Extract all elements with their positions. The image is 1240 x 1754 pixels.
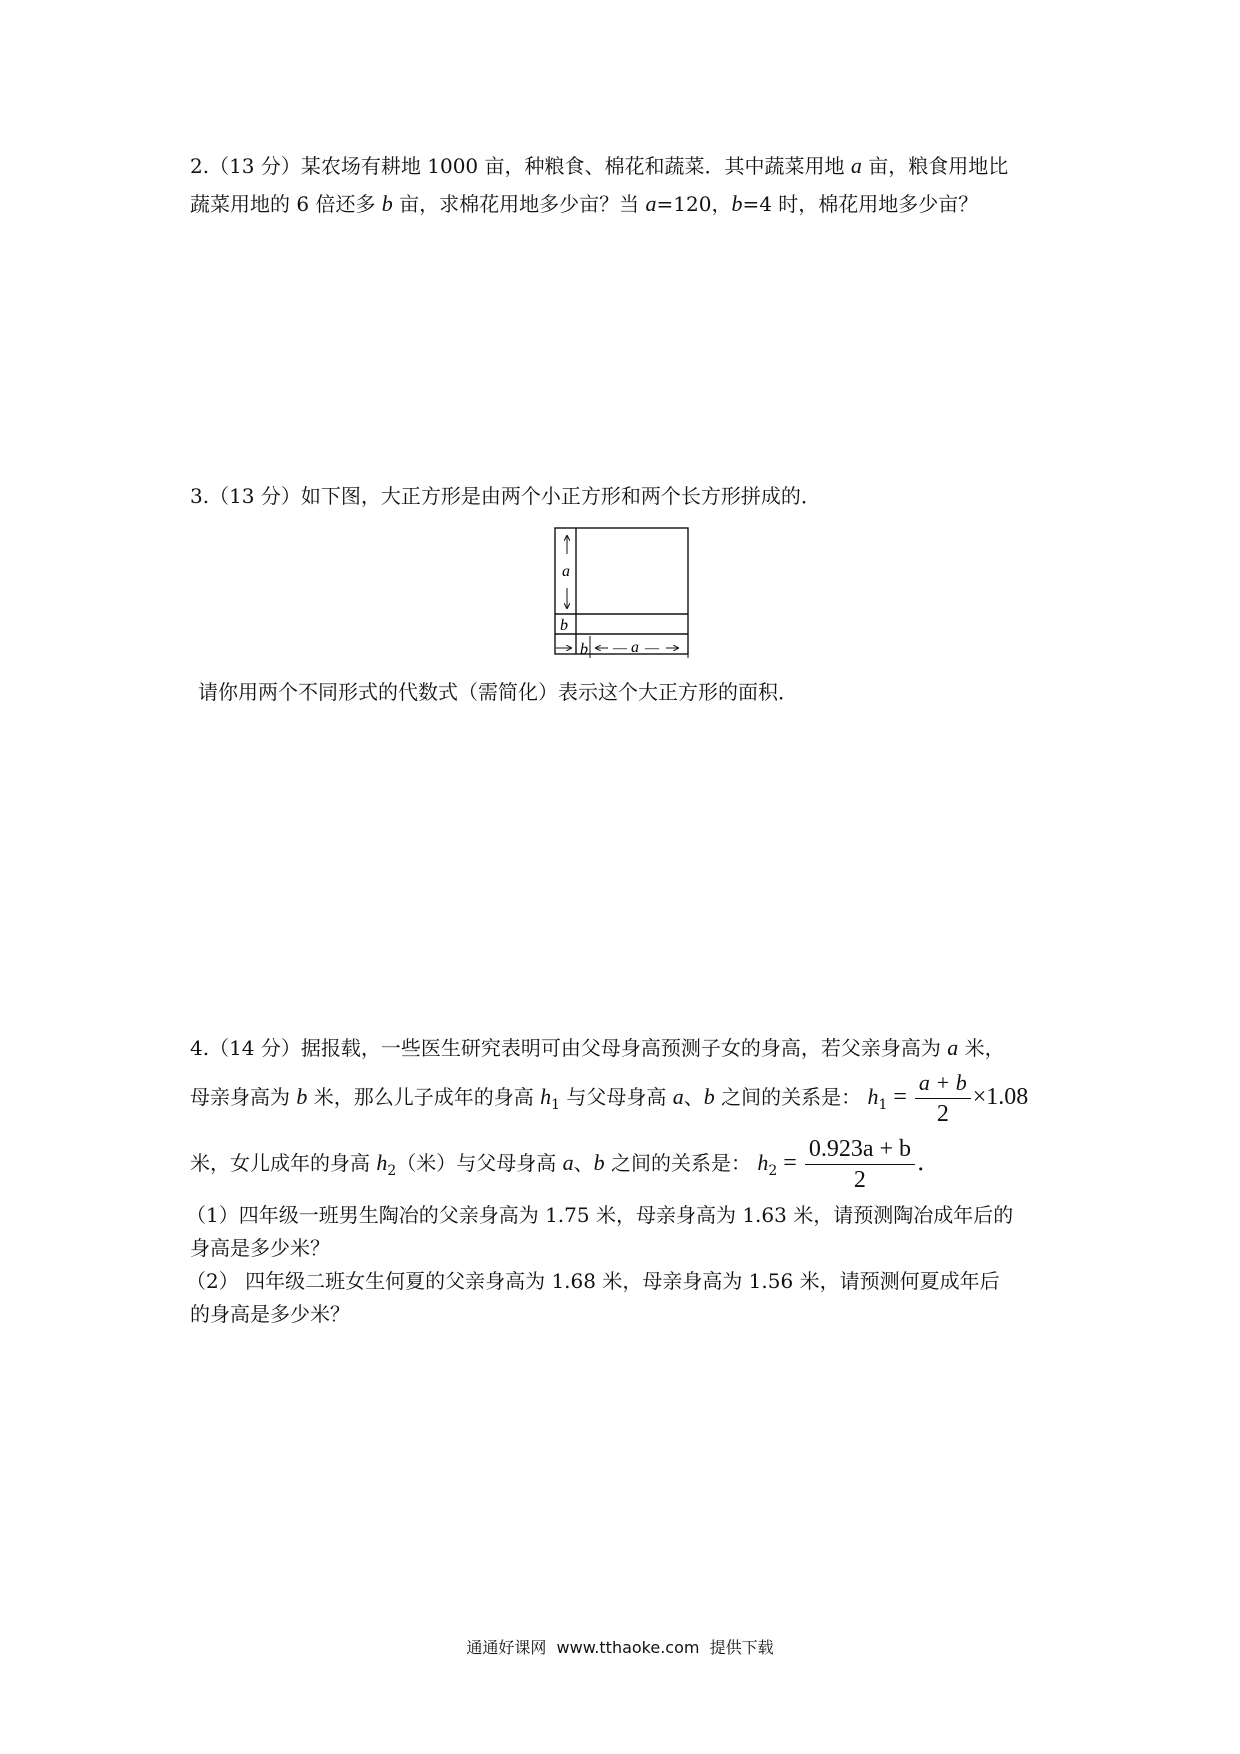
q2-line1: 2.（13 分）某农场有耕地 1000 亩，种粮食、棉花和蔬菜．其中蔬菜用地 a 亩，粮食用地比	[190, 153, 1009, 178]
q4-sub2-line2: 的身高是多少米？	[190, 1302, 350, 1326]
q2-line2: 蔬菜用地的 6 倍还多 b 亩，求棉花用地多少亩？当 a=120，b=4 时，棉花用地多少亩？	[190, 191, 979, 216]
big-square	[555, 528, 688, 654]
q4-sub1-line2: 身高是多少米？	[190, 1236, 330, 1260]
q3-line1: 3.（13 分）如下图，大正方形是由两个小正方形和两个长方形拼成的．	[190, 484, 821, 508]
label-a-bottom: a	[631, 639, 639, 656]
q4-sub2-line1: （2） 四年级二班女生何夏的父亲身高为 1.68 米，母亲身高为 1.56 米，请预测何夏成年后	[186, 1269, 1000, 1293]
label-b-left: b	[560, 617, 568, 634]
q4-sub1-line1: （1）四年级一班男生陶冶的父亲身高为 1.75 米，母亲身高为 1.63 米，请预测陶冶成年后的	[186, 1203, 1014, 1227]
label-b-bottom: b	[580, 641, 588, 658]
q4-line3: 米，女儿成年的身高 $h_2$（米）与父母身高 a、b 之间的关系是： $h_2$ = $\frac{0.923a + b}{2}$ ．	[190, 1136, 942, 1193]
square-figure	[540, 524, 690, 658]
q4-line1: 4.（14 分）据报载，一些医生研究表明可由父母身高预测子女的身高，若父亲身高为 a 米，	[190, 1035, 1005, 1060]
footer-text: 通通好课网 www.tthaoke.com 提供下载	[466, 1638, 774, 1657]
formula-daughter: $h_2$ = $\frac{0.923a + b}{2}$ ．	[757, 1136, 942, 1193]
formula-son: $h_1$ = $\frac{a + b}{2}$ ×1.08	[867, 1070, 1029, 1127]
q4-line2: 母亲身高为 b 米，那么儿子成年的身高 $h_1$ 与父母身高 a、b 之间的关系是： $h_1$ = $\frac{a + b}{2}$ ×1.08	[190, 1070, 1029, 1127]
q3-line2: 请你用两个不同形式的代数式（需简化）表示这个大正方形的面积．	[198, 680, 798, 704]
svg-text:—: —	[645, 641, 659, 656]
svg-text:—: —	[613, 641, 627, 656]
label-a-left: a	[562, 563, 570, 580]
